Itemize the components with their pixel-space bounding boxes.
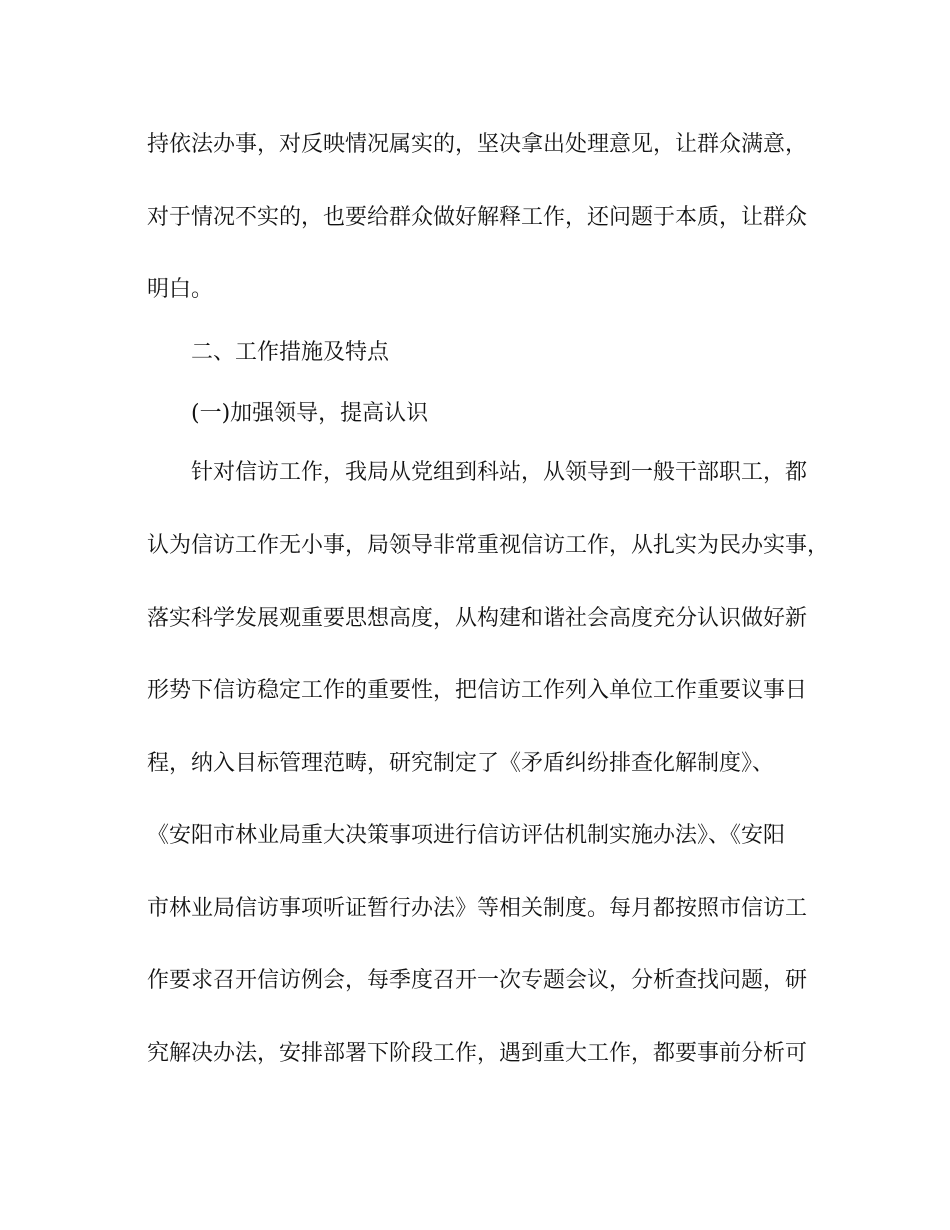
- body-text-line: 落实科学发展观重要思想高度，从构建和谐社会高度充分认识做好新: [147, 606, 808, 631]
- subsection-heading: (一)加强领导，提高认识: [191, 401, 429, 426]
- body-text-line: 明白。: [147, 277, 214, 302]
- body-text-line: 《安阳市林业局重大决策事项进行信访评估机制实施办法》、《安阳: [147, 823, 786, 848]
- body-text-line: 对于情况不实的，也要给群众做好解释工作，还问题于本质，让群众: [147, 205, 808, 230]
- paragraph-first-line: 针对信访工作，我局从党组到科站，从领导到一般干部职工，都: [191, 460, 808, 485]
- body-text-line: 形势下信访稳定工作的重要性，把信访工作列入单位工作重要议事日: [147, 678, 808, 703]
- body-text-line: 作要求召开信访例会，每季度召开一次专题会议，分析查找问题，研: [147, 968, 808, 993]
- body-text-line: 市林业局信访事项听证暂行办法》等相关制度。每月都按照市信访工: [147, 896, 808, 921]
- body-text-line: 程，纳入目标管理范畴，研究制定了《矛盾纠纷排查化解制度》、: [147, 751, 775, 776]
- body-text-line: 持依法办事，对反映情况属实的，坚决拿出处理意见，让群众满意，: [147, 132, 808, 157]
- body-text-line: 究解决办法，安排部署下阶段工作，遇到重大工作，都要事前分析可: [147, 1041, 808, 1066]
- body-text-line: 认为信访工作无小事，局领导非常重视信访工作，从扎实为民办实事，: [147, 533, 830, 558]
- section-heading: 二、工作措施及特点: [191, 340, 390, 365]
